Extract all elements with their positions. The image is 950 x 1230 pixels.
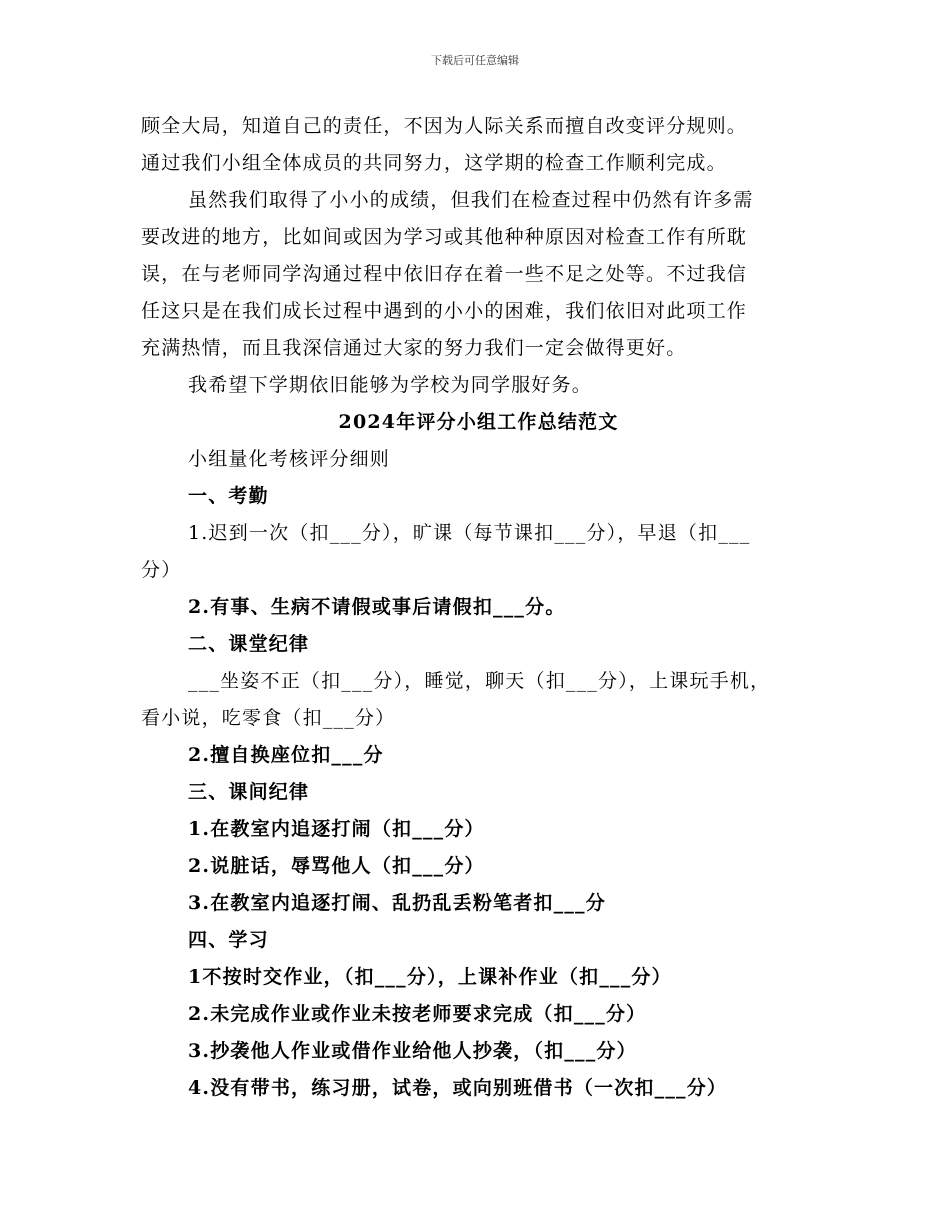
heading-attendance: 一、考勤 [188,485,269,507]
section-title: 2024年评分小组工作总结范文 [338,411,619,433]
paragraph-line: 顾全大局，知道自己的责任，不因为人际关系而擅自改变评分规则。 [141,115,748,137]
paragraph-line: 充满热情，而且我深信通过大家的努力我们一定会做得更好。 [141,337,687,359]
rule-item: 2.未完成作业或作业未按老师要求完成（扣___分） [188,1003,647,1025]
rule-item-continuation: 看小说，吃零食（扣___分） [141,707,396,729]
paragraph-line: 通过我们小组全体成员的共同努力，这学期的检查工作顺利完成。 [141,152,727,174]
paragraph-line: 任这只是在我们成长过程中遇到的小小的困难，我们依旧对此项工作 [141,300,748,322]
rule-item: ___坐姿不正（扣___分），睡觉，聊天（扣___分），上课玩手机， [188,670,771,692]
heading-study: 四、学习 [188,929,269,951]
paragraph-line: 虽然我们取得了小小的成绩，但我们在检查过程中仍然有许多需 [188,189,754,211]
rule-item: 2.有事、生病不请假或事后请假扣___分。 [188,596,566,618]
heading-class-discipline: 二、课堂纪律 [188,633,310,655]
rule-item: 1.迟到一次（扣___分），旷课（每节课扣___分），早退（扣___ [188,522,751,544]
rule-item: 1不按时交作业，（扣___分），上课补作业（扣___分） [188,966,672,988]
rule-item: 4.没有带书，练习册，试卷，或向别班借书（一次扣___分） [188,1077,728,1099]
page-header-note: 下载后可任意编辑 [431,54,519,67]
paragraph-line: 我希望下学期依旧能够为学校为同学服好务。 [188,374,593,396]
paragraph-line: 误，在与老师同学沟通过程中依旧存在着一些不足之处等。不过我信 [141,263,748,285]
rule-item-continuation: 分） [141,559,182,581]
heading-break-discipline: 三、课间纪律 [188,781,310,803]
section-subtitle: 小组量化考核评分细则 [188,448,391,470]
rule-item: 1.在教室内追逐打闹（扣___分） [188,818,485,840]
rule-item: 2.说脏话，辱骂他人（扣___分） [188,855,485,877]
rule-item: 2.擅自换座位扣___分 [188,744,384,766]
paragraph-line: 要改进的地方，比如间或因为学习或其他种种原因对检查工作有所耽 [141,226,748,248]
rule-item: 3.抄袭他人作业或借作业给他人抄袭，（扣___分） [188,1040,637,1062]
document-body [141,108,816,1107]
rule-item: 3.在教室内追逐打闹、乱扔乱丢粉笔者扣___分 [188,892,606,914]
